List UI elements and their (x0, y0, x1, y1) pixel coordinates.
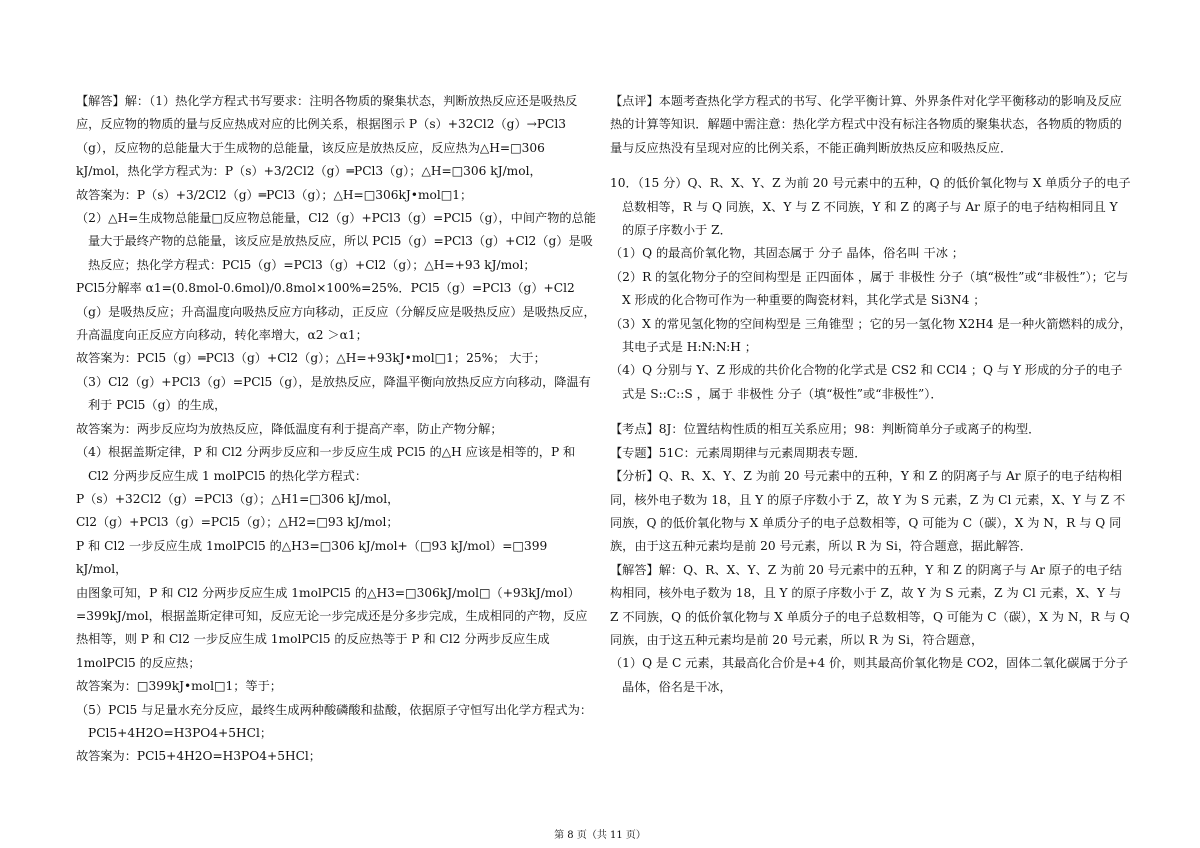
paragraph: 故答案为：P（s）+3/2Cl2（g）═PCl3（g）；△H=□306kJ•mol□1； (76, 187, 473, 202)
paragraph: （2）△H=生成物总能量□反应物总能量，Cl2（g）+PCl3（g）=PCl5（g），中间产物的总能量大于最终产物的总能量，该反应是放热反应，所以 PCl5（g）=PCl3（g）+Cl2（g）是吸热反应；热化学方程式：PCl5（g）=PCl3（g）+Cl2（g）；△H=+93 kJ/mol； (76, 211, 596, 272)
paragraph: Cl2（g）+PCl3（g）=PCl5（g）；△H2=□93 kJ/mol； (76, 515, 399, 530)
paragraph: （4）Q 分别与 Y、Z 形成的共价化合物的化学式是 CS2 和 CCl4 ；Q 与 Y 形成的分子的电子式是 S::C::S ，属于 非极性 分子（填“极性”或“非极性”）． (610, 363, 1123, 401)
paragraph: （3）Cl2（g）+PCl3（g）=PCl5（g），是放热反应，降温平衡向放热反应方向移动，降温有利于 PCl5（g）的生成， (76, 374, 591, 413)
paragraph: 故答案为：PCl5+4H2O=H3PO4+5HCl； (76, 749, 321, 764)
paragraph: （2）R 的氢化物分子的空间构型是 正四面体 ，属于 非极性 分子（填“极性”或“非极性”）；它与 X 形成的化合物可作为一种重要的陶瓷材料，其化学式是 Si3N4 ； (610, 269, 1129, 308)
paragraph: 由图象可知，P 和 Cl2 分两步反应生成 1molPCl5 的△H3=□306kJ/mol□（+93kJ/mol）=399kJ/mol，根据盖斯定律可知，反应无论一步完成还是分多步完成，生成相同的产物，反应热相等，则 P 和 Cl2 一步反应生成 1molPCl5 的反应热等于 P 和 Cl2 分两步反应生成 1molPCl5 的反应热； (76, 585, 588, 670)
spacer (610, 406, 1132, 418)
paragraph: 【解答】解：（1）热化学方程式书写要求：注明各物质的聚集状态，判断放热反应还是吸热反应，反应物的物质的量与反应热成对应的比例关系，根据图示 P（s）+32Cl2（g）→PCl3（g），反应物的总能量大于生成物的总能量，该反应是放热反应，反应热为△H=□306 kJ/mol，热化学方程式为：P（s）+3/2Cl2（g）═PCl3（g）；△H=□306 kJ/mol， (76, 94, 578, 179)
paragraph: 10．（15 分）Q、R、X、Y、Z 为前 20 号元素中的五种，Q 的低价氧化物与 X 单质分子的电子总数相等，R 与 Q 同族，X、Y 与 Z 不同族，Y 和 Z 的离子与 Ar 原子的电子结构相同且 Y 的原子序数小于 Z． (610, 176, 1131, 238)
paragraph: P（s）+32Cl2（g）=PCl3（g）；△H1=□306 kJ/mol， (76, 491, 400, 506)
paragraph: 故答案为：两步反应均为放热反应，降低温度有利于提高产率，防止产物分解； (76, 421, 503, 436)
paragraph: （3）X 的常见氢化物的空间构型是 三角锥型 ；它的另一氢化物 X2H4 是一种火箭燃料的成分，其电子式是 H:N:N:H ； (610, 316, 1132, 355)
paragraph: 故答案为：□399kJ•mol□1；等于； (76, 679, 282, 694)
paragraph: P 和 Cl2 一步反应生成 1molPCl5 的△H3=□306 kJ/mol+（□93 kJ/mol）=□399 kJ/mol， (76, 538, 548, 577)
paragraph: 【考点】8J：位置结构性质的相互关系应用；98：判断简单分子或离子的构型． (610, 422, 1041, 437)
spacer (610, 160, 1132, 172)
page-footer: 第 8 页（共 11 页） (554, 830, 646, 841)
paragraph: PCl5分解率 α1=(0.8mol-0.6mol)/0.8mol×100%=25%．PCl5（g）=PCl3（g）+Cl2（g）是吸热反应；升高温度向吸热反应方向移动，正反应（分解反应是吸热反应）是吸热反应，升高温度向正反应方向移动，转化率增大，α2 ＞α1； (76, 281, 596, 343)
paragraph: （4）根据盖斯定律，P 和 Cl2 分两步反应和一步反应生成 PCl5 的△H 应该是相等的，P 和 Cl2 分两步反应生成 1 molPCl5 的热化学方程式： (76, 445, 576, 483)
paragraph: （5）PCl5 与足量水充分反应，最终生成两种酸磷酸和盐酸，依据原子守恒写出化学方程式为：PCl5+4H2O=H3PO4+5HCl； (76, 702, 593, 740)
paragraph: （1）Q 的最高价氧化物，其固态属于 分子 晶体，俗名叫 干冰 ； (610, 246, 964, 261)
paragraph: 故答案为：PCl5（g）═PCl3（g）+Cl2（g）；△H=+93kJ•mol□1；25%； 大于； (76, 351, 546, 366)
paragraph: 【点评】本题考查热化学方程式的书写、化学平衡计算、外界条件对化学平衡移动的影响及反应热的计算等知识．解题中需注意：热化学方程式中没有标注各物质的聚集状态，各物质的物质的量与反应热没有呈现对应的比例关系，不能正确判断放热反应和吸热反应． (610, 94, 1122, 155)
right-column (610, 90, 1132, 699)
paragraph: 【专题】51C：元素周期律与元素周期表专题． (610, 445, 867, 460)
paragraph: （1）Q 是 C 元素，其最高化合价是+4 价，则其最高价氧化物是 CO2，固体二氧化碳属于分子晶体，俗名是干冰， (610, 656, 1129, 694)
paragraph: 【解答】解：Q、R、X、Y、Z 为前 20 号元素中的五种，Y 和 Z 的阴离子与 Ar 原子的电子结构相同，核外电子数为 18，且 Y 的原子序数小于 Z，故 Y 为 S 元素，Z 为 Cl 元素，X、Y 与 Z 不同族，Q 的低价氧化物与 X 单质分子的电子总数相等，Q 可能为 C（碳），X 为 N，R 与 Q 同族，由于这五种元素均是前 20 号元素，所以 R 为 Si，符合题意， (610, 562, 1130, 647)
paragraph: 【分析】Q、R、X、Y、Z 为前 20 号元素中的五种，Y 和 Z 的阴离子与 Ar 原子的电子结构相同，核外电子数为 18，且 Y 的原子序数小于 Z，故 Y 为 S 元素，Z 为 Cl 元素，X、Y 与 Z 不同族，Q 的低价氧化物与 X 单质分子的电子总数相等，Q 可能为 C（碳），X 为 N，R 与 Q 同族，由于这五种元素均是前 20 号元素，所以 R 为 Si，符合题意，据此解答． (610, 469, 1126, 554)
left-column (76, 90, 596, 769)
